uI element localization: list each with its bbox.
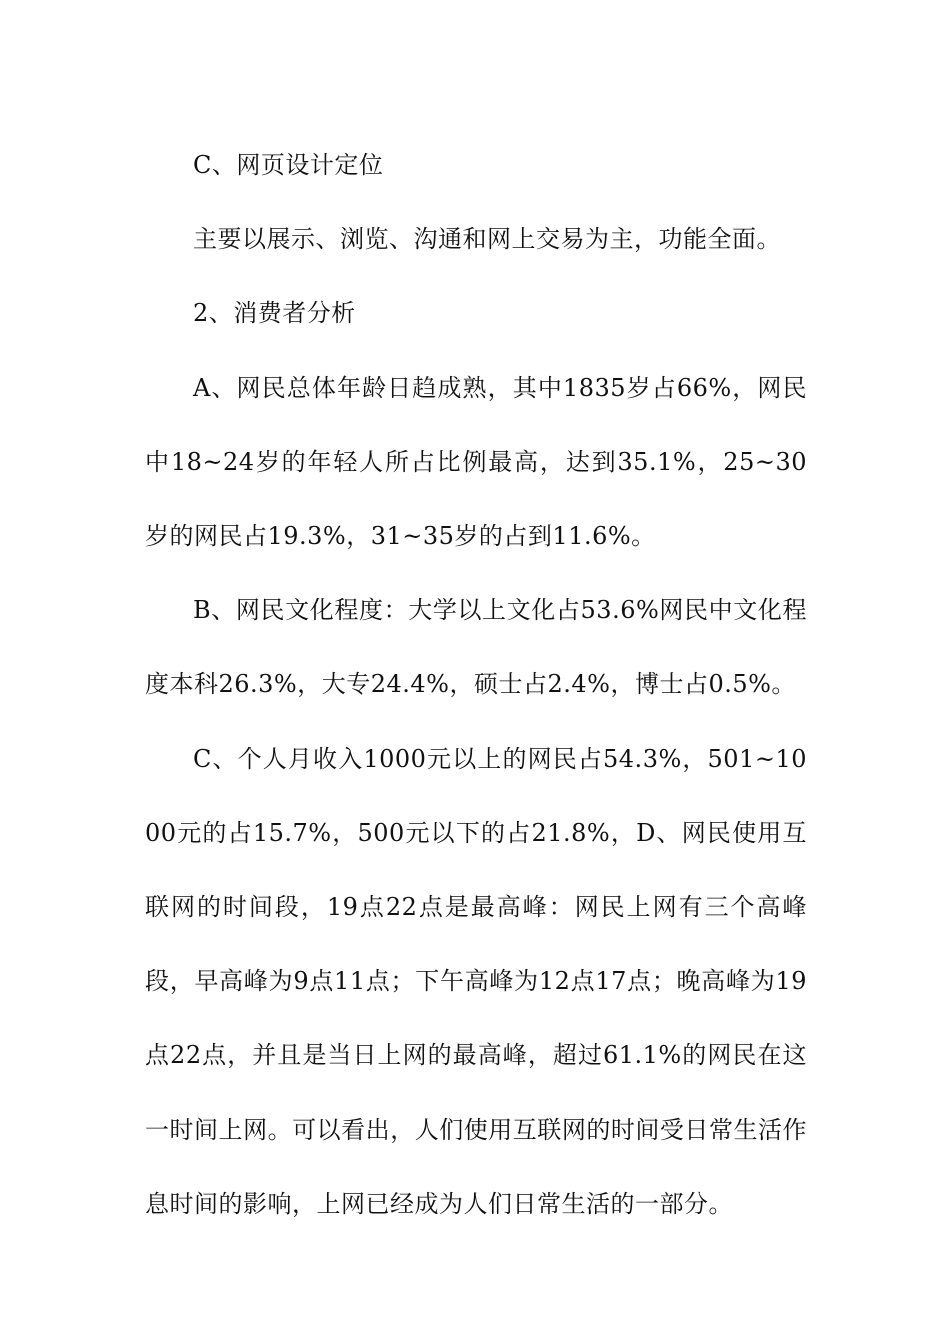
paragraph-age-distribution: A、网民总体年龄日趋成熟，其中1835岁占66%，网民中18~24岁的年轻人所占比例最高，达到35.1%，25~30岁的网民占19.3%，31~35岁的占到11.6%。 [145, 373, 807, 551]
paragraph-function-summary: 主要以展示、浏览、沟通和网上交易为主，功能全面。 [193, 225, 781, 254]
document-body [145, 128, 807, 1241]
paragraph-income-and-usage: C、个人月收入1000元以上的网民占54.3%，501~1000元的占15.7%，500元以下的占21.8%，D、网民使用互联网的时间段，19点22点是最高峰：网民上网有三个高峰段，早高峰为9点11点；下午高峰为12点17点；晚高峰为19点22点，并且是当日上网的最高峰，超过61.1%的网民在这一时间上网。可以看出，人们使用互联网的时间受日常生活作息时间的影响，上网已经成为人们日常生活的一部分。 [145, 744, 807, 1218]
section-heading-consumer-analysis: 2、消费者分析 [193, 299, 356, 328]
paragraph-education-level: B、网民文化程度：大学以上文化占53.6%网民中文化程度本科26.3%，大专24.4%，硕士占2.4%，博士占0.5%。 [145, 596, 807, 699]
section-heading-web-design: C、网页设计定位 [193, 151, 384, 179]
